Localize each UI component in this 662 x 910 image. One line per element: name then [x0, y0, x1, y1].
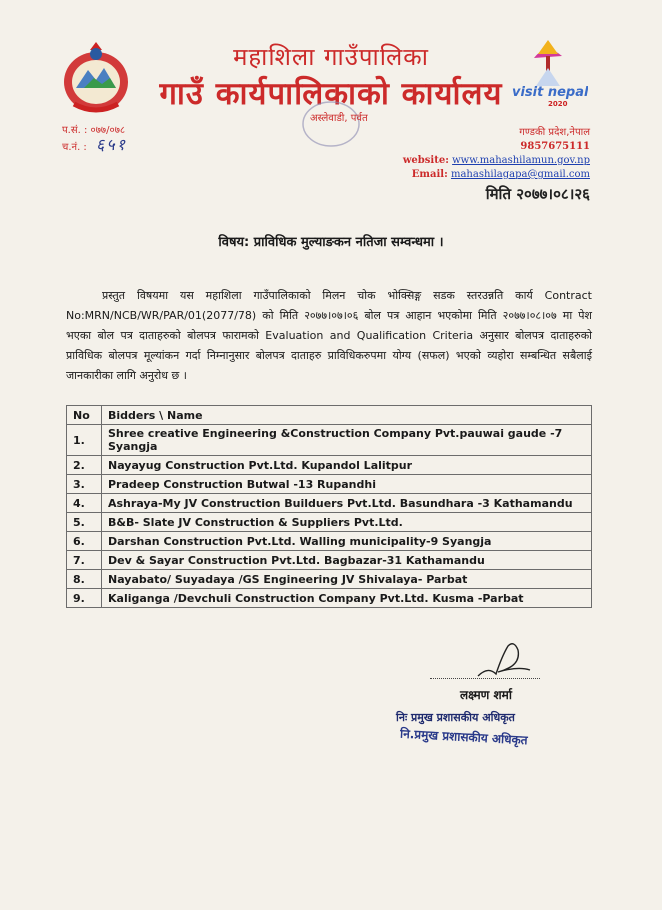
column-header-no: No: [67, 406, 102, 425]
email-label: Email:: [411, 169, 448, 180]
website-link[interactable]: www.mahashilamun.gov.np: [452, 155, 590, 166]
table-row: [67, 570, 592, 589]
reference-block: [62, 124, 127, 155]
website-label: website:: [402, 155, 449, 166]
table-header-row: [67, 406, 592, 425]
column-header-name: Bidders \ Name: [102, 406, 592, 425]
contact-block: [403, 126, 590, 182]
bidder-name: Dev & Sayar Construction Pvt.Ltd. Bagbazar-31 Kathamandu: [102, 551, 592, 570]
dispatch-label: च.नं. :: [62, 142, 87, 153]
website-row: [403, 154, 590, 168]
table-row: [67, 475, 592, 494]
email-row: [403, 168, 590, 182]
bidder-name: Shree creative Engineering &Construction Company Pvt.pauwai gaude -7 Syangja: [102, 425, 592, 456]
table-row: [67, 494, 592, 513]
table-row: [67, 551, 592, 570]
municipality-name: महाशिला गाउँपालिका: [233, 43, 429, 71]
bidder-name: B&B- Slate JV Construction & Suppliers Pvt.Ltd.: [102, 513, 592, 532]
table-row: [67, 532, 592, 551]
row-number: 9.: [67, 589, 102, 608]
dispatch-number: ६५१: [96, 135, 127, 154]
signatory-title: निः प्रमुख प्रशासकीय अधिकृत: [396, 711, 515, 724]
bidder-name: Pradeep Construction Butwal -13 Rupandhi: [102, 475, 592, 494]
row-number: 7.: [67, 551, 102, 570]
official-stamp: नि.प्रमुख प्रशासकीय अधिकृत: [399, 726, 528, 748]
table-row: [67, 456, 592, 475]
row-number: 1.: [67, 425, 102, 456]
visit-nepal-logo: [508, 38, 588, 112]
bidder-name: Nayabato/ Suyadaya /GS Engineering JV Shivalaya- Parbat: [102, 570, 592, 589]
visit-logo-year: 2020: [548, 100, 568, 108]
subject-line: विषय: प्राविधिक मुल्याङकन नतिजा सम्वन्धमा ।: [218, 235, 444, 250]
bidder-name: Darshan Construction Pvt.Ltd. Walling municipality-9 Syangja: [102, 532, 592, 551]
row-number: 8.: [67, 570, 102, 589]
email-link[interactable]: mahashilagapa@gmail.com: [450, 169, 590, 180]
dispatch-row: [62, 135, 127, 155]
signature-line: [430, 678, 540, 679]
district-address: अस्लेवाडी, पर्वत: [310, 113, 368, 124]
ref-number: प.सं. : ०७७/०७८: [62, 125, 126, 136]
row-number: 3.: [67, 475, 102, 494]
letter-date: मिति २०७७।०८।२६: [485, 185, 590, 203]
row-number: 2.: [67, 456, 102, 475]
signatory-name: लक्ष्मण शर्मा: [460, 688, 512, 702]
round-stamp-icon: [300, 98, 362, 150]
visit-logo-text: visit nepal: [512, 85, 588, 100]
bidder-name: Nayayug Construction Pvt.Ltd. Kupandol Lalitpur: [102, 456, 592, 475]
phone: 9857675111: [520, 141, 590, 152]
bidder-name: Ashraya-My JV Construction Builduers Pvt.Ltd. Basundhara -3 Kathamandu: [102, 494, 592, 513]
table-row: [67, 589, 592, 608]
bidder-name: Kaliganga /Devchuli Construction Company Pvt.Ltd. Kusma -Parbat: [102, 589, 592, 608]
province: गण्डकी प्रदेश,नेपाल: [519, 127, 590, 138]
row-number: 5.: [67, 513, 102, 532]
table-row: [67, 513, 592, 532]
row-number: 6.: [67, 532, 102, 551]
office-name: गाउँ कार्यपालिकाको कार्यालय: [159, 76, 503, 112]
row-number: 4.: [67, 494, 102, 513]
table-row: [67, 425, 592, 456]
body-paragraph: प्रस्तुत विषयमा यस महाशिला गाउँपालिकाको मिलन चोक भोक्सिङ्ग सडक स्तरउन्नति कार्य Contract No:MRN/NCB/WR/PAR/01(2077/78) को मिति २०७७।०७।०६ बोल पत्र आहान भएकोमा मिति २०७७।०८।०७ मा पेश भएका बोल पत्र दाताहरुको बोलपत्र फारामको Evaluation and Qualification Criteria अनुसार बोलपत्र दाताहरुको प्राविधिक बोलपत्र मूल्यांकन गर्दा निम्नानुसार बोलपत्र दाताहरु प्राविधिकरुपमा योग्य (सफल) भएको व्यहोरा सम्बन्धित सबैलाई जानकारीका लागि अनुरोध छ ।: [66, 289, 592, 382]
bidders-table: [66, 405, 592, 608]
